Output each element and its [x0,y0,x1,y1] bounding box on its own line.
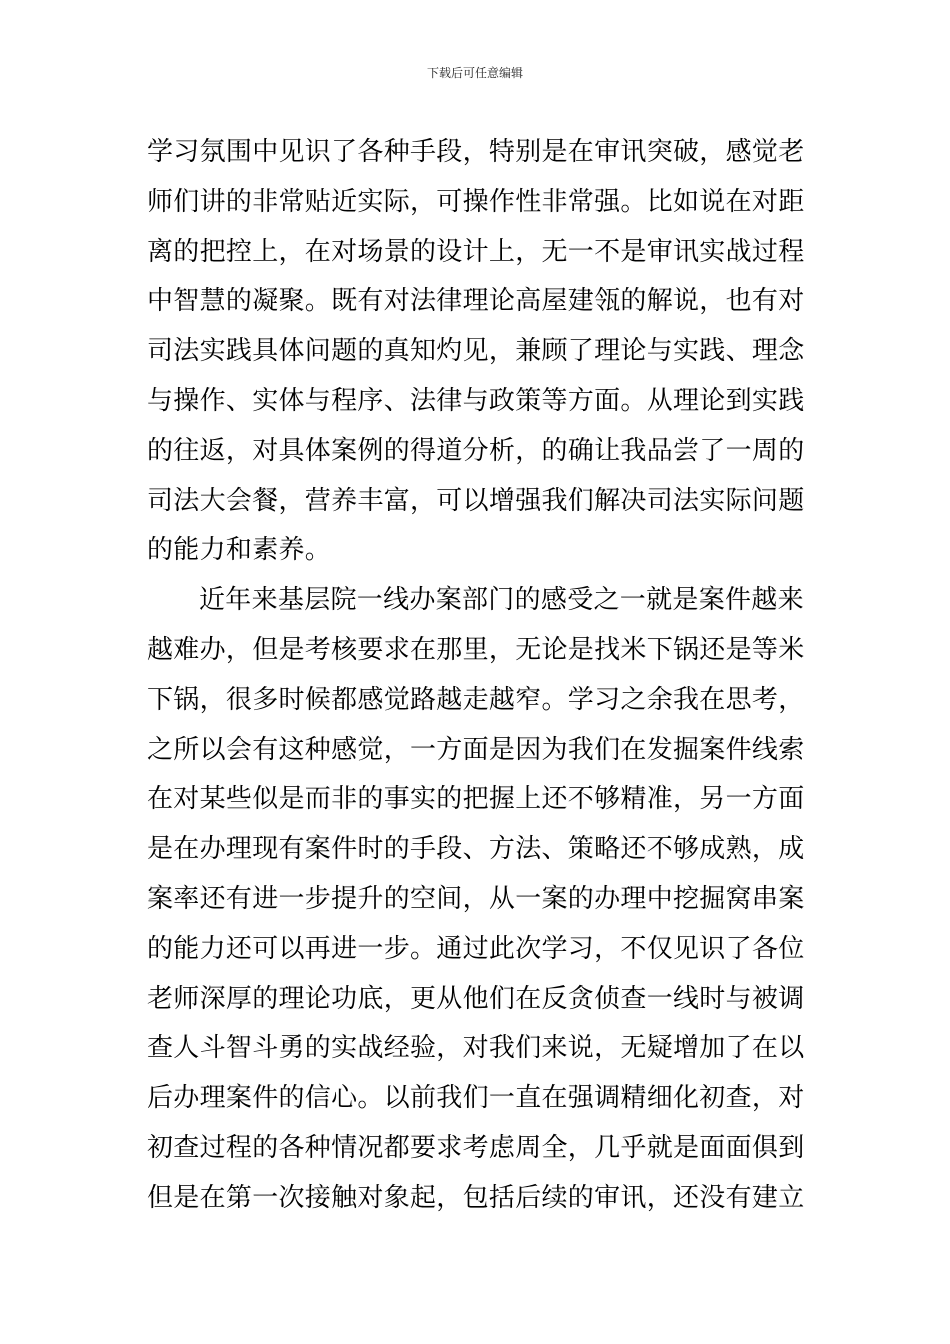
text-line: 的往返，对具体案例的得道分析，的确让我品尝了一周的 [147,435,805,466]
text-line: 但是在第一次接触对象起，包括后续的审讯，还没有建立 [147,1182,805,1213]
text-line: 司法大会餐，营养丰富，可以增强我们解决司法实际问题 [147,485,805,516]
text-line: 后办理案件的信心。以前我们一直在强调精细化初查，对 [147,1083,805,1114]
page-header: 下载后可任意编辑 [426,66,523,80]
text-line: 的能力和素养。 [147,535,332,566]
text-line: 离的把控上，在对场景的设计上，无一不是审讯实战过程 [147,236,805,267]
text-line: 在对某些似是而非的事实的把握上还不够精准，另一方面 [147,784,805,815]
paragraph-start-line: 近年来基层院一线办案部门的感受之一就是案件越来 [199,585,804,616]
document-body [147,128,812,1224]
text-line: 学习氛围中见识了各种手段，特别是在审讯突破，感觉老 [147,137,805,167]
text-line: 越难办，但是考核要求在那里，无论是找米下锅还是等米 [147,634,805,665]
text-line: 查人斗智斗勇的实战经验，对我们来说，无疑增加了在以 [147,1033,805,1064]
text-line: 下锅，很多时候都感觉路越走越窄。学习之余我在思考， [147,684,805,715]
text-line: 的能力还可以再进一步。通过此次学习，不仅见识了各位 [147,933,805,964]
text-line: 司法实践具体问题的真知灼见，兼顾了理论与实践、理念 [147,336,805,367]
text-line: 案率还有进一步提升的空间，从一案的办理中挖掘窝串案 [147,883,805,914]
text-line: 中智慧的凝聚。既有对法律理论高屋建瓴的解说，也有对 [147,286,805,317]
text-line: 之所以会有这种感觉，一方面是因为我们在发掘案件线索 [147,734,805,765]
text-line: 老师深厚的理论功底，更从他们在反贪侦查一线时与被调 [147,983,805,1014]
text-line: 与操作、实体与程序、法律与政策等方面。从理论到实践 [147,385,805,416]
text-line: 师们讲的非常贴近实际，可操作性非常强。比如说在对距 [147,186,805,217]
text-line: 是在办理现有案件时的手段、方法、策略还不够成熟，成 [147,834,805,865]
text-line: 初查过程的各种情况都要求考虑周全，几乎就是面面俱到 [147,1132,805,1163]
